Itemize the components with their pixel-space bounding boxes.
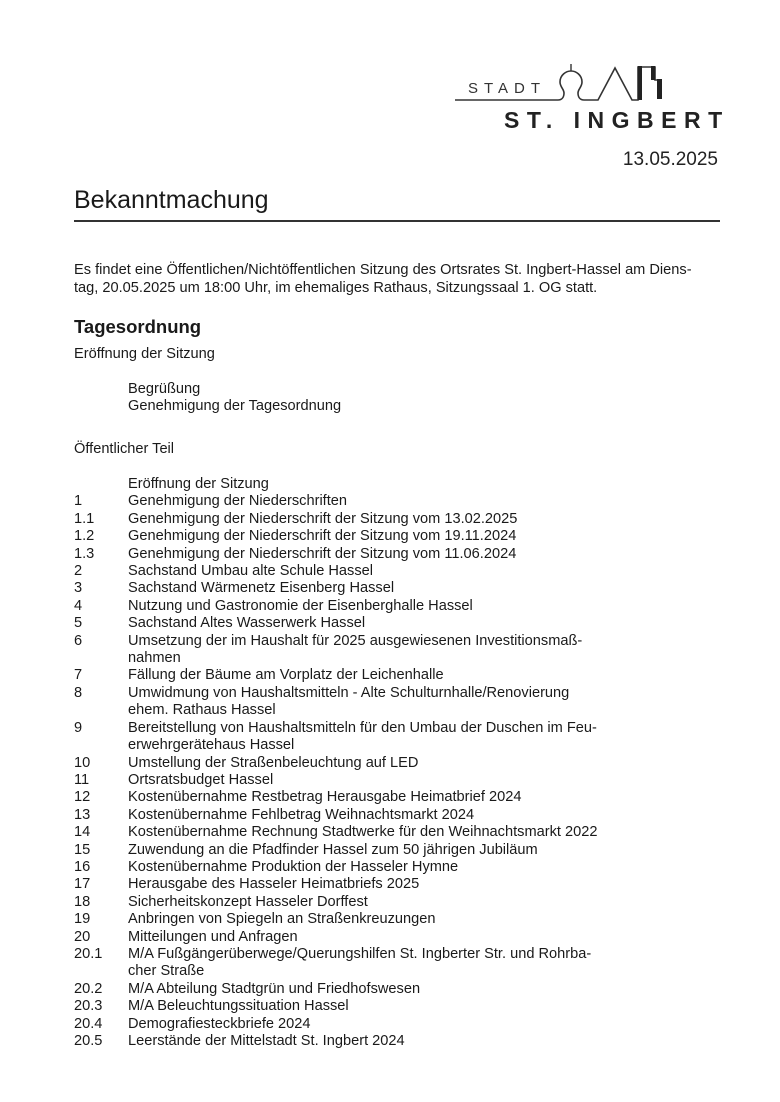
agenda-item [74,493,674,510]
agenda-item-text [128,1033,674,1050]
agenda-item-number: 20 [74,928,91,945]
agenda-item [74,842,674,859]
agenda-item-number: 10 [74,754,91,771]
agenda-item-number: 8 [74,684,83,701]
agenda-item-line: Sicherheitskonzept Hasseler Dorffest [128,893,368,910]
page-title: Bekanntmachung [74,186,720,222]
agenda-item-line: Nutzung und Gastronomie der Eisenberghalle Hassel [128,597,473,614]
agenda-item [74,667,674,684]
agenda-item [74,876,674,893]
agenda-item-line: Kostenübernahme Restbetrag Herausgabe Heimatbrief 2024 [128,789,522,806]
agenda-item-line: Kostenübernahme Produktion der Hasseler Hymne [128,858,459,875]
agenda-item-number [74,476,128,493]
agenda-item-number: 20.2 [74,980,103,997]
agenda-item [74,894,674,911]
agenda-item [74,476,674,493]
agenda-item-text [128,946,674,981]
agenda-item [74,546,674,563]
agenda-item [74,685,674,720]
opening-label: Eröffnung der Sitzung [74,346,215,362]
agenda-item [74,1033,674,1050]
agenda-item-text [128,615,674,632]
agenda-item-number: 20.1 [74,945,103,962]
agenda-item-text [128,563,674,580]
document-date: 13.05.2025 [622,149,718,170]
agenda-item-line: Genehmigung der Niederschrift der Sitzung vom 13.02.2025 [128,510,518,527]
agenda-item-line: Sachstand Wärmenetz Eisenberg Hassel [128,580,395,597]
agenda-item-text [128,981,674,998]
agenda-item-number: 1.1 [74,510,95,527]
agenda-item-text [128,685,674,720]
agenda-item-text [128,772,674,789]
agenda-item-line: Demografiesteckbriefe 2024 [128,1015,311,1032]
agenda-item [74,824,674,841]
agenda-item [74,929,674,946]
city-logo [450,60,730,140]
agenda-item-number: 5 [74,615,83,632]
intro-line: Es findet eine Öffentlichen/Nichtöffentlichen Sitzung des Ortsrates St. Ingbert-Hassel am Diens- [74,262,692,278]
agenda-item [74,598,674,615]
agenda-item-number: 18 [74,893,91,910]
agenda-item-number: 20.4 [74,1015,103,1032]
intro-paragraph [74,262,724,297]
agenda-item-text [128,929,674,946]
agenda-item-number: 16 [74,858,91,875]
agenda-item-line: cher Straße [128,963,205,980]
agenda-item-line: Genehmigung der Niederschriften [128,493,348,510]
agenda-item-number: 11 [74,771,90,788]
agenda-item-line: Umwidmung von Haushaltsmitteln - Alte Schulturnhalle/Renovierung [128,684,570,701]
agenda-item-number: 12 [74,789,91,806]
agenda-item [74,511,674,528]
agenda-item [74,859,674,876]
agenda-item [74,720,674,755]
agenda-heading: Tagesordnung [74,316,202,337]
agenda-list [74,476,674,1050]
agenda-item-number: 14 [74,824,91,841]
logo-city-name: ST. INGBERT [504,107,730,133]
agenda-item [74,563,674,580]
agenda-item-line: ehem. Rathaus Hassel [128,702,276,719]
agenda-item-text [128,667,674,684]
agenda-item-line: Umsetzung der im Haushalt für 2025 ausgewiesenen Investitionsmaß- [128,632,583,649]
agenda-item-text [128,755,674,772]
agenda-item-text [128,998,674,1015]
agenda-item-line: Umstellung der Straßenbeleuchtung auf LED [128,754,419,771]
agenda-item [74,946,674,981]
agenda-item-text [128,633,674,668]
agenda-item-line: M/A Abteilung Stadtgrün und Friedhofswesen [128,980,421,997]
public-part-label: Öffentlicher Teil [74,441,175,457]
agenda-item-line: Mitteilungen und Anfragen [128,928,298,945]
opening-item: Begrüßung [128,381,201,397]
agenda-item-line: Bereitstellung von Haushaltsmitteln für den Umbau der Duschen im Feu- [128,719,597,736]
agenda-item-number: 1 [74,493,83,510]
agenda-item-number: 9 [74,719,83,736]
agenda-item-line: Anbringen von Spiegeln an Straßenkreuzungen [128,911,436,928]
agenda-item-text [128,807,674,824]
opening-item: Genehmigung der Tagesordnung [128,398,342,414]
agenda-item-number: 19 [74,911,91,928]
agenda-item-text [128,876,674,893]
agenda-item [74,772,674,789]
agenda-item-line: Genehmigung der Niederschrift der Sitzung vom 11.06.2024 [128,545,517,562]
agenda-item-number: 1.3 [74,545,95,562]
agenda-item-number: 1.2 [74,528,95,545]
agenda-item-line: Leerstände der Mittelstadt St. Ingbert 2024 [128,1033,405,1049]
agenda-item-number: 3 [74,580,83,597]
agenda-item-number: 20.5 [74,1033,103,1049]
agenda-item [74,1016,674,1033]
agenda-item-line: nahmen [128,650,181,667]
agenda-item-line: erwehrgerätehaus Hassel [128,737,295,754]
agenda-item-line: Herausgabe des Hasseler Heimatbriefs 2025 [128,876,420,893]
agenda-item-line: M/A Fußgängerüberwege/Querungshilfen St. Ingberter Str. und Rohrba- [128,945,592,962]
agenda-item-number: 2 [74,563,83,580]
agenda-item-line: Kostenübernahme Fehlbetrag Weihnachtsmarkt 2024 [128,806,475,823]
agenda-item-text [128,859,674,876]
agenda-item-number: 6 [74,632,83,649]
agenda-item-text [128,580,674,597]
agenda-item-text [128,511,674,528]
agenda-item [74,911,674,928]
intro-line: tag, 20.05.2025 um 18:00 Uhr, im ehemaliges Rathaus, Sitzungssaal 1. OG statt. [74,279,598,296]
agenda-item-text [128,824,674,841]
agenda-item [74,998,674,1015]
agenda-item-line: Zuwendung an die Pfadfinder Hassel zum 50 jährigen Jubiläum [128,841,538,858]
logo-stadt-text: STADT [468,80,547,97]
agenda-item [74,981,674,998]
agenda-item-line: M/A Beleuchtungssituation Hassel [128,998,349,1015]
agenda-item-number: 13 [74,806,91,823]
agenda-item-line: Sachstand Umbau alte Schule Hassel [128,563,373,580]
agenda-item-line: Kostenübernahme Rechnung Stadtwerke für den Weihnachtsmarkt 2022 [128,824,598,841]
agenda-item-number: 17 [74,876,91,893]
agenda-item [74,615,674,632]
agenda-item [74,580,674,597]
agenda-item-text [128,720,674,755]
agenda-item-line: Sachstand Altes Wasserwerk Hassel [128,615,366,632]
agenda-item-text [128,493,674,510]
agenda-item-number: 15 [74,841,91,858]
agenda-item [74,755,674,772]
agenda-item [74,789,674,806]
agenda-item-text [128,598,674,615]
agenda-item-text [128,1016,674,1033]
agenda-item-number: 20.3 [74,998,103,1015]
agenda-item-text [128,842,674,859]
agenda-item-text [128,789,674,806]
agenda-item-text [128,546,674,563]
agenda-item-line: Ortsratsbudget Hassel [128,771,274,788]
agenda-item [74,633,674,668]
agenda-item-number: 4 [74,597,83,614]
agenda-item-text [128,894,674,911]
agenda-item-number: 7 [74,667,83,684]
agenda-item [74,528,674,545]
agenda-item-text [128,911,674,928]
agenda-item-line: Genehmigung der Niederschrift der Sitzung vom 19.11.2024 [128,528,517,545]
agenda-item-line: Fällung der Bäume am Vorplatz der Leichenhalle [128,667,444,684]
agenda-item-text [128,528,674,545]
agenda-item-text [128,476,674,493]
agenda-item-line: Eröffnung der Sitzung [128,476,269,492]
agenda-item [74,807,674,824]
